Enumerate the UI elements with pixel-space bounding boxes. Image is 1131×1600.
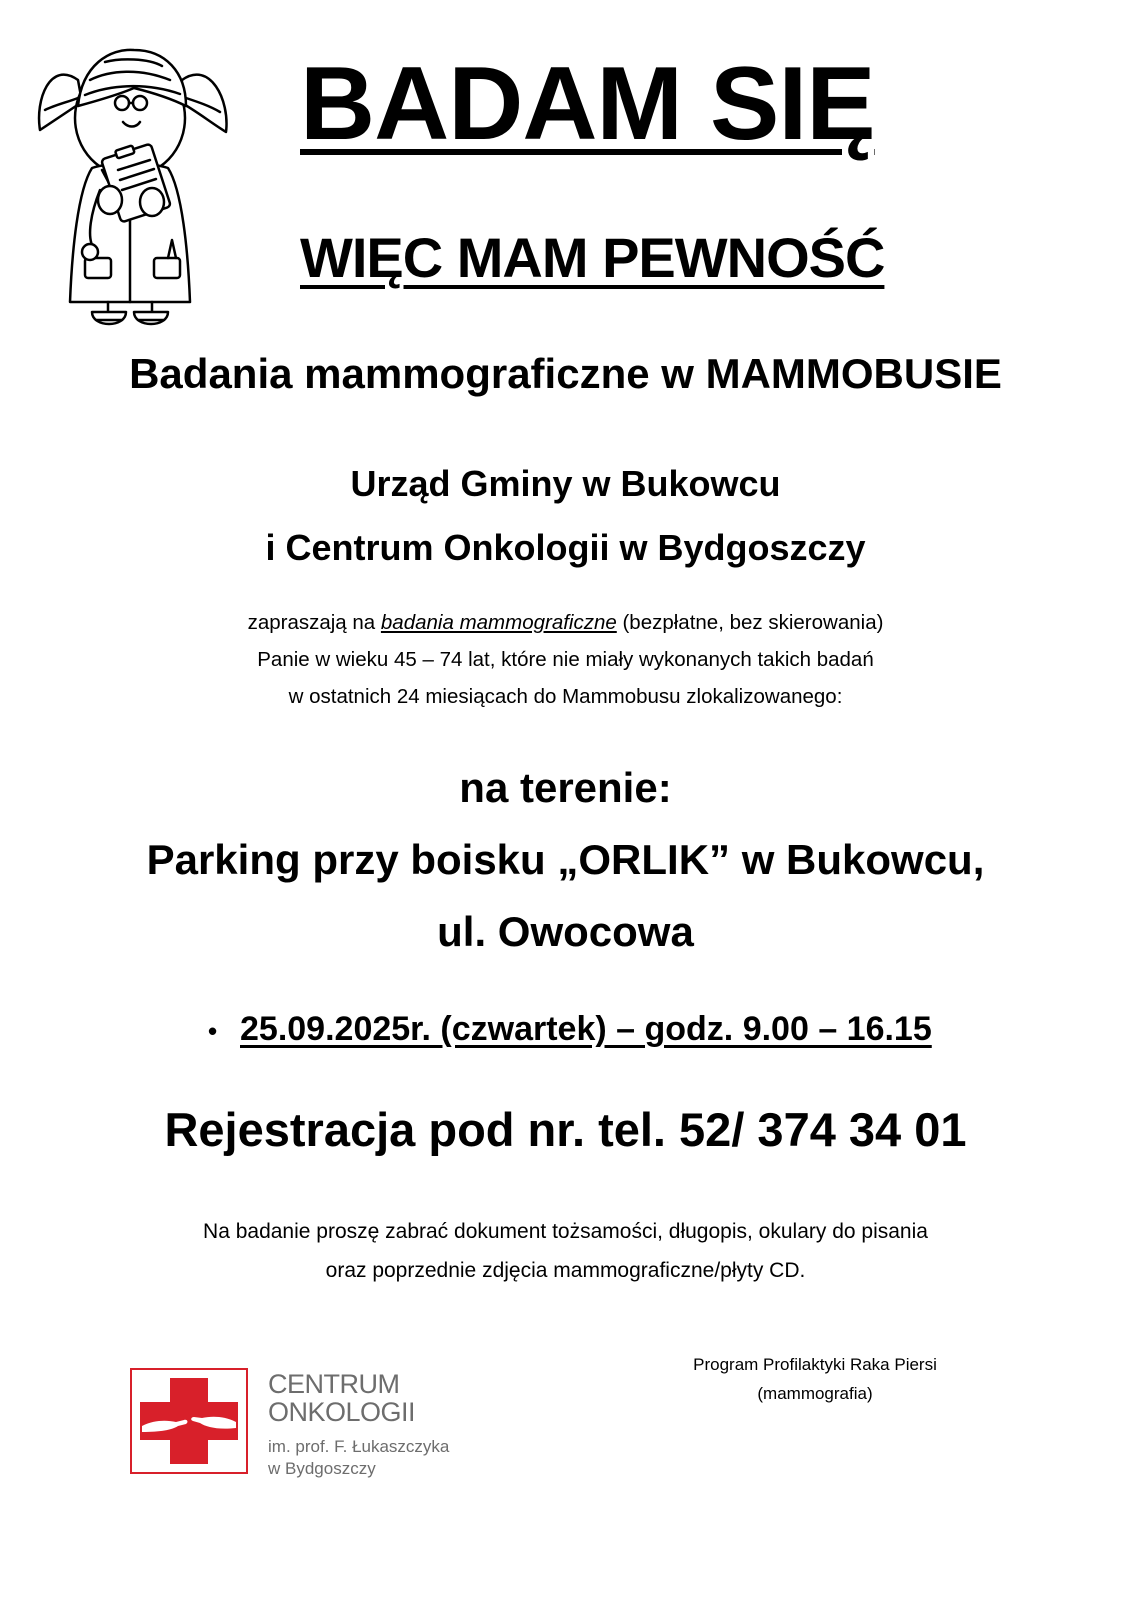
organizer-line-2: i Centrum Onkologii w Bydgoszczy [265, 527, 866, 568]
program-label [650, 1350, 980, 1408]
invitation-line-3: w ostatnich 24 miesiącach do Mammobusu zlokalizowanego: [288, 685, 843, 708]
invitation-suffix: (bezpłatne, bez skierowania) [616, 611, 884, 634]
centrum-onkologii-logo [130, 1368, 475, 1478]
location-street: ul. Owocowa [437, 908, 694, 955]
location [0, 752, 1131, 968]
red-cross-icon [132, 1370, 246, 1472]
location-place: Parking przy boisku „ORLIK” w Bukowcu, [146, 836, 985, 883]
invitation [0, 604, 1131, 715]
schedule-item [208, 1010, 932, 1049]
program-line-2: (mammografia) [757, 1384, 873, 1403]
invitation-prefix: zapraszają na [247, 611, 381, 634]
organizer-line-1: Urząd Gminy w Bukowcu [350, 463, 781, 504]
headline: Badania mammograficzne w MAMMOBUSIE [129, 350, 1002, 397]
logo-text [268, 1370, 449, 1480]
logo-line-4: w Bydgoszczy [268, 1459, 376, 1478]
note [0, 1212, 1131, 1290]
bullet-icon: • [208, 1015, 218, 1046]
program-line-1: Program Profilaktyki Raka Piersi [693, 1355, 937, 1374]
note-line-1: Na badanie proszę zabrać dokument tożsamości, długopis, okulary do pisania [203, 1220, 928, 1243]
page-subtitle: WIĘC MAM PEWNOŚĆ [300, 226, 885, 289]
schedule-date: 25.09.2025r. (czwartek) – godz. 9.00 – 16.15 [240, 1010, 932, 1048]
logo-cross-box [130, 1368, 248, 1474]
organizers [0, 452, 1131, 580]
logo-line-2: ONKOLOGII [268, 1397, 416, 1427]
logo-line-1: CENTRUM [268, 1369, 400, 1399]
invitation-line-1 [0, 604, 1131, 641]
note-line-2: oraz poprzednie zdjęcia mammograficzne/płyty CD. [325, 1259, 806, 1282]
doctor-girl-icon [30, 40, 240, 335]
location-label: na terenie: [459, 764, 672, 811]
registration-phone: Rejestracja pod nr. tel. 52/ 374 34 01 [164, 1103, 967, 1156]
invitation-highlight: badania mammograficzne [380, 611, 617, 634]
invitation-line-2: Panie w wieku 45 – 74 lat, które nie miały wykonanych takich badań [257, 648, 874, 671]
page-title: BADAM SIĘ [300, 46, 875, 162]
logo-line-3: im. prof. F. Łukaszczyka [268, 1437, 450, 1456]
